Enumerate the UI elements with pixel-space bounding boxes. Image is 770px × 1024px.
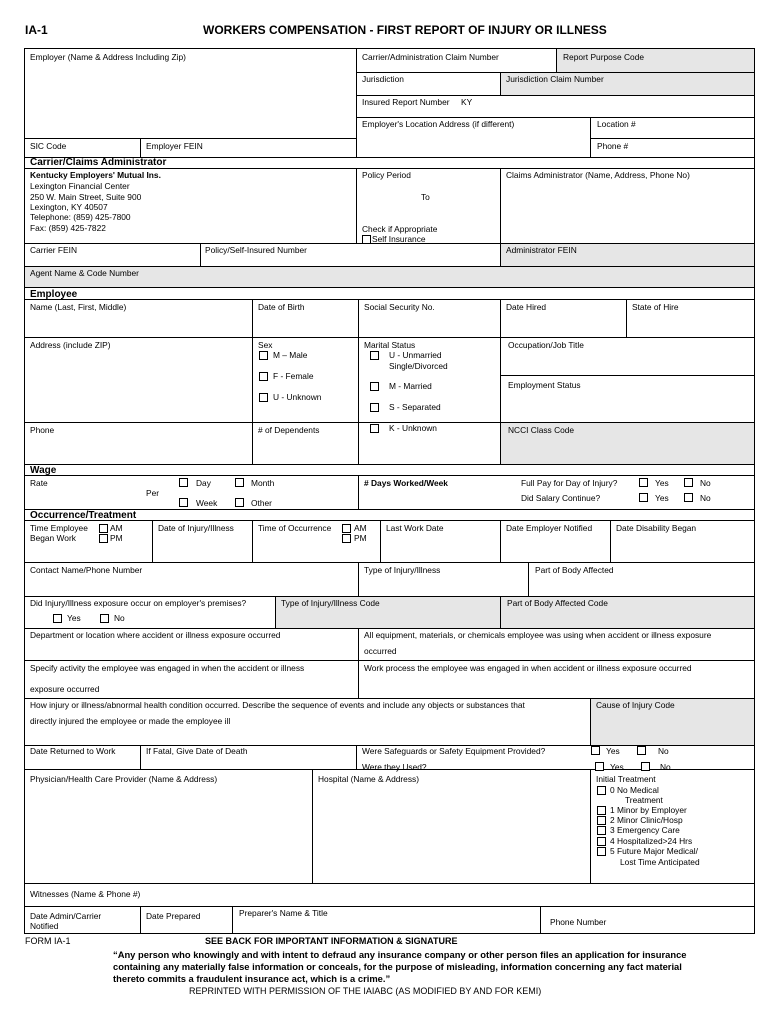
- began-work-pm-label: PM: [110, 533, 123, 543]
- premises-no-label: No: [114, 613, 125, 623]
- carrier-address-line: Lexington Financial Center: [30, 181, 130, 191]
- safeguards-no-label: No: [658, 746, 669, 756]
- fraud-warning-line: “Any person who knowingly and with intent to defraud any insurance company or other person files an application for insurance: [113, 949, 687, 960]
- safeguards-label: Were Safeguards or Safety Equipment Provided?: [362, 746, 546, 756]
- cause-code-label: Cause of Injury Code: [596, 700, 675, 710]
- state-hire-label: State of Hire: [632, 302, 679, 312]
- equipment-label-cont: occurred: [364, 646, 397, 656]
- policy-to-label: To: [421, 192, 430, 202]
- marital-unmarried-checkbox[interactable]: [370, 351, 379, 360]
- marital-separated-checkbox[interactable]: [370, 403, 379, 412]
- began-work-am-label: AM: [110, 523, 123, 533]
- treatment-5-sub: Lost Time Anticipated: [620, 857, 700, 867]
- contact-label: Contact Name/Phone Number: [30, 565, 143, 575]
- carrier-section-title: Carrier/Claims Administrator: [30, 157, 167, 168]
- full-pay-yes-checkbox[interactable]: [639, 478, 648, 487]
- employer-fein-label: Employer FEIN: [146, 141, 203, 151]
- hospital-label: Hospital (Name & Address): [318, 774, 420, 784]
- used-yes-label: Yes: [610, 762, 624, 772]
- carrier-claim-label: Carrier/Administration Claim Number: [362, 52, 499, 62]
- witnesses-label: Witnesses (Name & Phone #): [30, 889, 141, 899]
- policy-number-label: Policy/Self-Insured Number: [205, 245, 307, 255]
- used-no-label: No: [660, 762, 671, 772]
- date-returned-label: Date Returned to Work: [30, 746, 116, 756]
- full-pay-no-label: No: [700, 478, 711, 488]
- sex-unknown-label: U - Unknown: [273, 392, 322, 402]
- premises-no-checkbox[interactable]: [100, 614, 109, 623]
- dependents-label: # of Dependents: [258, 425, 320, 435]
- type-injury-label: Type of Injury/Illness: [364, 565, 441, 575]
- how-occurred-label-cont: directly injured the employee or made the employee ill: [30, 716, 231, 726]
- carrier-fax: Fax: (859) 425-7822: [30, 223, 106, 233]
- last-work-date-label: Last Work Date: [386, 523, 444, 533]
- check-if-label: Check if Appropriate: [362, 224, 438, 234]
- salary-continue-label: Did Salary Continue?: [521, 493, 601, 503]
- wage-day-label: Day: [196, 478, 211, 488]
- type-injury-code-label: Type of Injury/Illness Code: [281, 598, 380, 608]
- marital-unknown-checkbox[interactable]: [370, 424, 379, 433]
- began-work-pm-checkbox[interactable]: [99, 534, 108, 543]
- date-injury-label: Date of Injury/Illness: [158, 523, 234, 533]
- employment-status-label: Employment Status: [508, 380, 581, 390]
- safeguards-yes-label: Yes: [606, 746, 620, 756]
- used-label: Were they Used?: [362, 762, 427, 772]
- form-id: IA-1: [25, 23, 48, 37]
- marital-status-label: Marital Status: [364, 340, 416, 350]
- reprinted-notice: REPRINTED WITH PERMISSION OF THE IAIABC (AS MODIFIED BY AND FOR KEMI): [189, 986, 542, 996]
- date-admin-label-cont: Notified: [30, 921, 59, 931]
- page-title: WORKERS COMPENSATION - FIRST REPORT OF INJURY OR ILLNESS: [203, 23, 607, 37]
- carrier-address-line: 250 W. Main Street, Suite 900: [30, 192, 142, 202]
- employee-section-title: Employee: [30, 289, 78, 300]
- insured-report-value: KY: [461, 97, 473, 107]
- premises-yes-checkbox[interactable]: [53, 614, 62, 623]
- sex-female-label: F - Female: [273, 371, 314, 381]
- how-occurred-label: How injury or illness/abnormal health condition occurred. Describe the sequence of events and include any objects or substances that: [30, 700, 525, 710]
- treatment-0-sub: Treatment: [625, 795, 663, 805]
- jurisdiction-label: Jurisdiction: [362, 74, 404, 84]
- days-worked-label: # Days Worked/Week: [364, 478, 448, 488]
- safeguards-no-checkbox[interactable]: [637, 746, 646, 755]
- occurrence-pm-checkbox[interactable]: [342, 534, 351, 543]
- fraud-warning-line: containing any materially false information or conceals, for the purpose of misleading, information concerning any fact material: [113, 961, 682, 972]
- sex-female-checkbox[interactable]: [259, 372, 268, 381]
- salary-no-label: No: [700, 493, 711, 503]
- marital-unmarried-sub: Single/Divorced: [389, 361, 448, 371]
- treatment-1-label: 1 Minor by Employer: [610, 805, 687, 815]
- treatment-4-checkbox[interactable]: [597, 837, 606, 846]
- full-pay-yes-label: Yes: [655, 478, 669, 488]
- self-insurance-label: Self Insurance: [372, 234, 426, 244]
- jurisdiction-claim-label: Jurisdiction Claim Number: [506, 74, 604, 84]
- salary-no-checkbox[interactable]: [684, 493, 693, 502]
- sex-unknown-checkbox[interactable]: [259, 393, 268, 402]
- report-purpose-label: Report Purpose Code: [563, 52, 645, 62]
- activity-label: Specify activity the employee was engaged in when the accident or illness: [30, 663, 305, 673]
- treatment-3-label: 3 Emergency Care: [610, 825, 680, 835]
- preparer-label: Preparer's Name & Title: [239, 908, 328, 918]
- body-part-code-label: Part of Body Affected Code: [507, 598, 608, 608]
- wage-other-checkbox[interactable]: [235, 498, 244, 507]
- sic-code-label: SIC Code: [30, 141, 67, 151]
- marital-separated-label: S - Separated: [389, 402, 441, 412]
- marital-unmarried-label: U - Unmarried: [389, 350, 442, 360]
- wage-week-checkbox[interactable]: [179, 498, 188, 507]
- employee-address-label: Address (include ZIP): [30, 340, 111, 350]
- marital-unknown-label: K - Unknown: [389, 423, 437, 433]
- location-no-label: Location #: [597, 119, 636, 129]
- initial-treatment-label: Initial Treatment: [596, 774, 656, 784]
- admin-fein-label: Administrator FEIN: [506, 245, 577, 255]
- treatment-4-label: 4 Hospitalized>24 Hrs: [610, 836, 693, 846]
- full-pay-no-checkbox[interactable]: [684, 478, 693, 487]
- policy-period-label: Policy Period: [362, 170, 411, 180]
- date-admin-label: Date Admin/Carrier: [30, 911, 102, 921]
- wage-rate-label: Rate: [30, 478, 48, 488]
- form-number: FORM IA-1: [25, 936, 71, 946]
- marital-married-label: M - Married: [389, 381, 432, 391]
- phone-number-label: Phone Number: [550, 917, 607, 927]
- occurrence-section-title: Occurrence/Treatment: [30, 510, 137, 521]
- premises-yes-label: Yes: [67, 613, 81, 623]
- employer-phone-label: Phone #: [597, 141, 629, 151]
- used-no-checkbox[interactable]: [641, 762, 650, 771]
- self-insurance-checkbox[interactable]: [362, 235, 371, 244]
- department-label: Department or location where accident or illness exposure occurred: [30, 630, 281, 640]
- salary-yes-checkbox[interactable]: [639, 493, 648, 502]
- treatment-2-checkbox[interactable]: [597, 816, 606, 825]
- date-hired-label: Date Hired: [506, 302, 547, 312]
- premises-label: Did Injury/Illness exposure occur on employer's premises?: [30, 598, 247, 608]
- location-address-label: Employer's Location Address (if different): [362, 119, 515, 129]
- work-process-label: Work process the employee was engaged in when accident or illness exposure occurred: [364, 663, 692, 673]
- wage-per-label: Per: [146, 488, 160, 498]
- carrier-name: Kentucky Employers' Mutual Ins.: [30, 170, 161, 180]
- activity-label-cont: exposure occurred: [30, 684, 100, 694]
- treatment-0-checkbox[interactable]: [597, 786, 606, 795]
- carrier-address-line: Lexington, KY 40507: [30, 202, 108, 212]
- wage-other-label: Other: [251, 498, 272, 508]
- date-prepared-label: Date Prepared: [146, 911, 201, 921]
- ncci-class-label: NCCI Class Code: [508, 425, 575, 435]
- occurrence-pm-label: PM: [354, 533, 367, 543]
- wage-day-checkbox[interactable]: [179, 478, 188, 487]
- treatment-1-checkbox[interactable]: [597, 806, 606, 815]
- employer-name-label: Employer (Name & Address Including Zip): [30, 52, 186, 62]
- wage-month-checkbox[interactable]: [235, 478, 244, 487]
- time-employee-label: Time Employee: [30, 523, 88, 533]
- salary-yes-label: Yes: [655, 493, 669, 503]
- carrier-fein-label: Carrier FEIN: [30, 245, 77, 255]
- claims-admin-label: Claims Administrator (Name, Address, Phone No): [506, 170, 690, 180]
- safeguards-yes-checkbox[interactable]: [591, 746, 600, 755]
- occupation-label: Occupation/Job Title: [508, 340, 584, 350]
- carrier-telephone: Telephone: (859) 425-7800: [30, 212, 131, 222]
- wage-month-label: Month: [251, 478, 275, 488]
- ssn-label: Social Security No.: [364, 302, 435, 312]
- began-work-am-checkbox[interactable]: [99, 524, 108, 533]
- treatment-5-checkbox[interactable]: [597, 847, 606, 856]
- date-notified-label: Date Employer Notified: [506, 523, 593, 533]
- fraud-warning-line: thereto commits a fraudulent insurance act, which is a crime.”: [113, 973, 391, 984]
- fatal-date-label: If Fatal, Give Date of Death: [146, 746, 248, 756]
- equipment-label: All equipment, materials, or chemicals employee was using when accident or illness exposure: [364, 630, 712, 640]
- insured-report-label: Insured Report Number: [362, 97, 450, 107]
- date-disability-label: Date Disability Began: [616, 523, 697, 533]
- treatment-2-label: 2 Minor Clinic/Hosp: [610, 815, 683, 825]
- used-yes-checkbox[interactable]: [595, 762, 604, 771]
- dob-label: Date of Birth: [258, 302, 305, 312]
- sex-label: Sex: [258, 340, 273, 350]
- treatment-0-label: 0 No Medical: [610, 785, 659, 795]
- agent-label: Agent Name & Code Number: [30, 268, 139, 278]
- occurrence-am-label: AM: [354, 523, 367, 533]
- wage-week-label: Week: [196, 498, 218, 508]
- wage-section-title: Wage: [30, 465, 57, 476]
- employee-phone-label: Phone: [30, 425, 55, 435]
- began-work-label: Began Work: [30, 533, 76, 543]
- physician-label: Physician/Health Care Provider (Name & Address): [30, 774, 218, 784]
- treatment-3-checkbox[interactable]: [597, 826, 606, 835]
- see-back-notice: SEE BACK FOR IMPORTANT INFORMATION & SIGNATURE: [205, 936, 458, 946]
- body-part-label: Part of Body Affected: [535, 565, 614, 575]
- occurrence-am-checkbox[interactable]: [342, 524, 351, 533]
- sex-male-checkbox[interactable]: [259, 351, 268, 360]
- treatment-5-label: 5 Future Major Medical/: [610, 846, 698, 856]
- full-pay-label: Full Pay for Day of Injury?: [521, 478, 618, 488]
- marital-married-checkbox[interactable]: [370, 382, 379, 391]
- sex-male-label: M – Male: [273, 350, 308, 360]
- time-occurrence-label: Time of Occurrence: [258, 523, 332, 533]
- employee-name-label: Name (Last, First, Middle): [30, 302, 127, 312]
